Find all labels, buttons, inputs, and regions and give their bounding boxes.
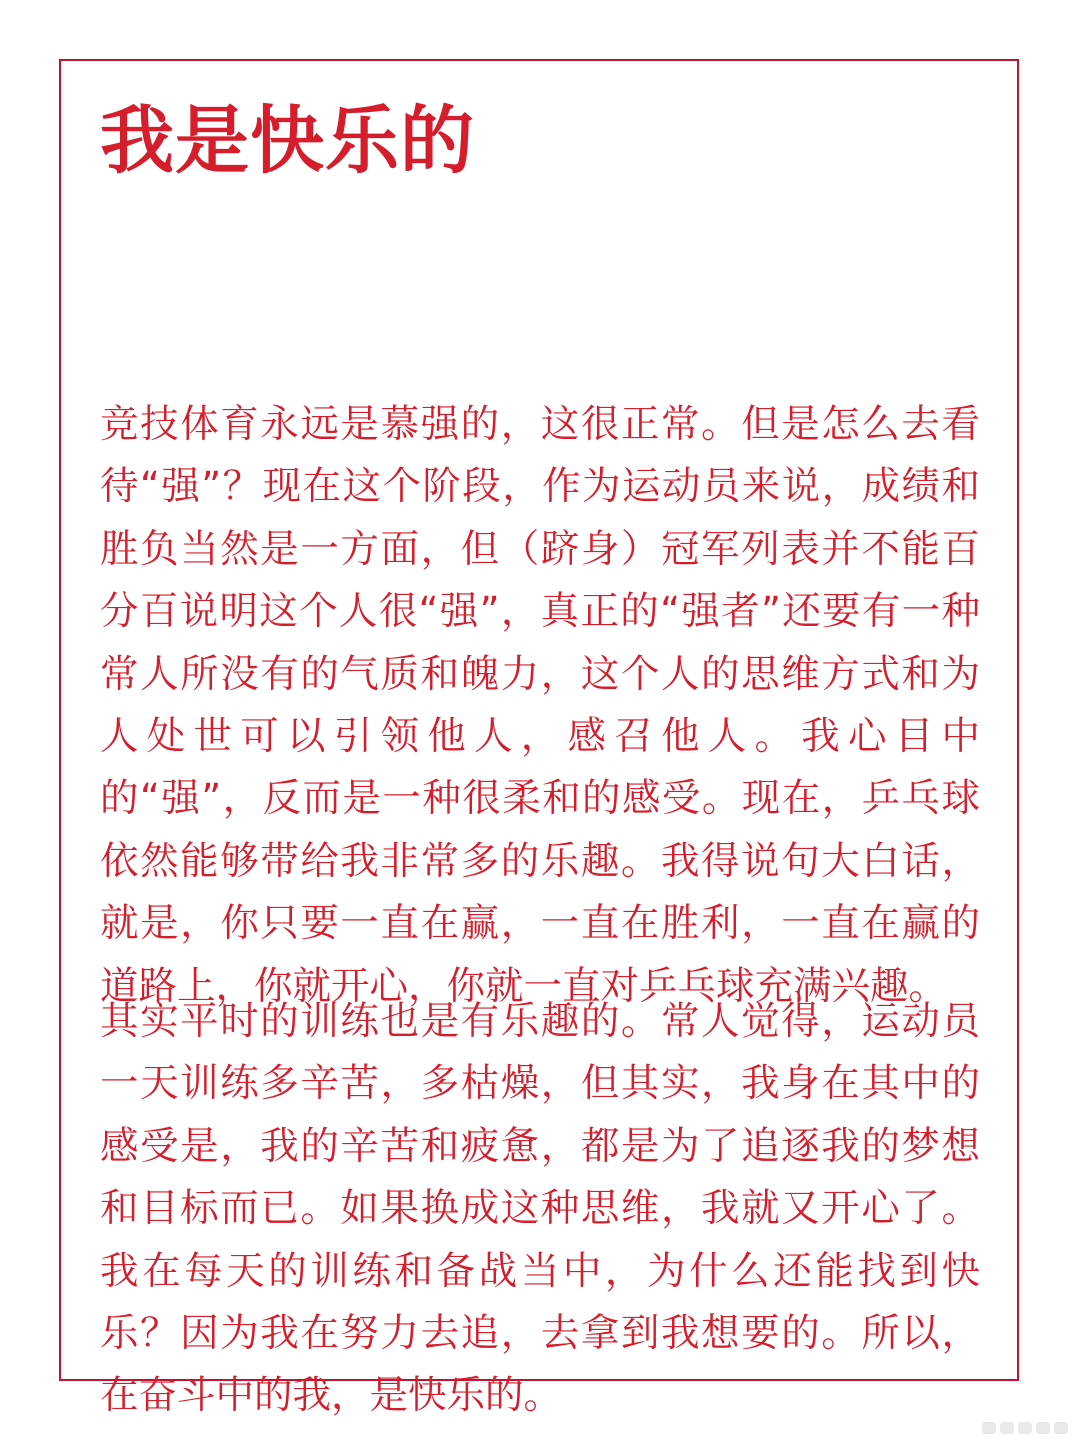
article-paragraph-2: 其实平时的训练也是有乐趣的。常人觉得，运动员一天训练多辛苦，多枯燥，但其实，我身在其中的感受是，我的辛苦和疲惫，都是为了追逐我的梦想和目标而已。如果换成这种思维，我就又开心了。我在每天的训练和备战当中，为什么还能找到快乐？因为我在努力去追，去拿到我想要的。所以，在奋斗中的我，是快乐的。 <box>100 999 980 1419</box>
article-paragraph-1: 竞技体育永远是慕强的，这很正常。但是怎么去看待“强”？现在这个阶段，作为运动员来说，成绩和胜负当然是一方面，但（跻身）冠军列表并不能百分百说明这个人很“强”，真正的“强者”还要有一种常人所没有的气质和魄力，这个人的思维方式和为人处世可以引领他人，感召他人。我心目中的“强”，反而是一种很柔和的感受。现在，乒乓球依然能够带给我非常多的乐趣。我得说句大白话，就是，你只要一直在赢，一直在胜利，一直在赢的道路上，你就开心，你就一直对乒乓球充满兴趣。 <box>100 402 980 1009</box>
article-title: 我是快乐的 <box>100 98 475 184</box>
watermark-icon <box>982 1422 1068 1434</box>
